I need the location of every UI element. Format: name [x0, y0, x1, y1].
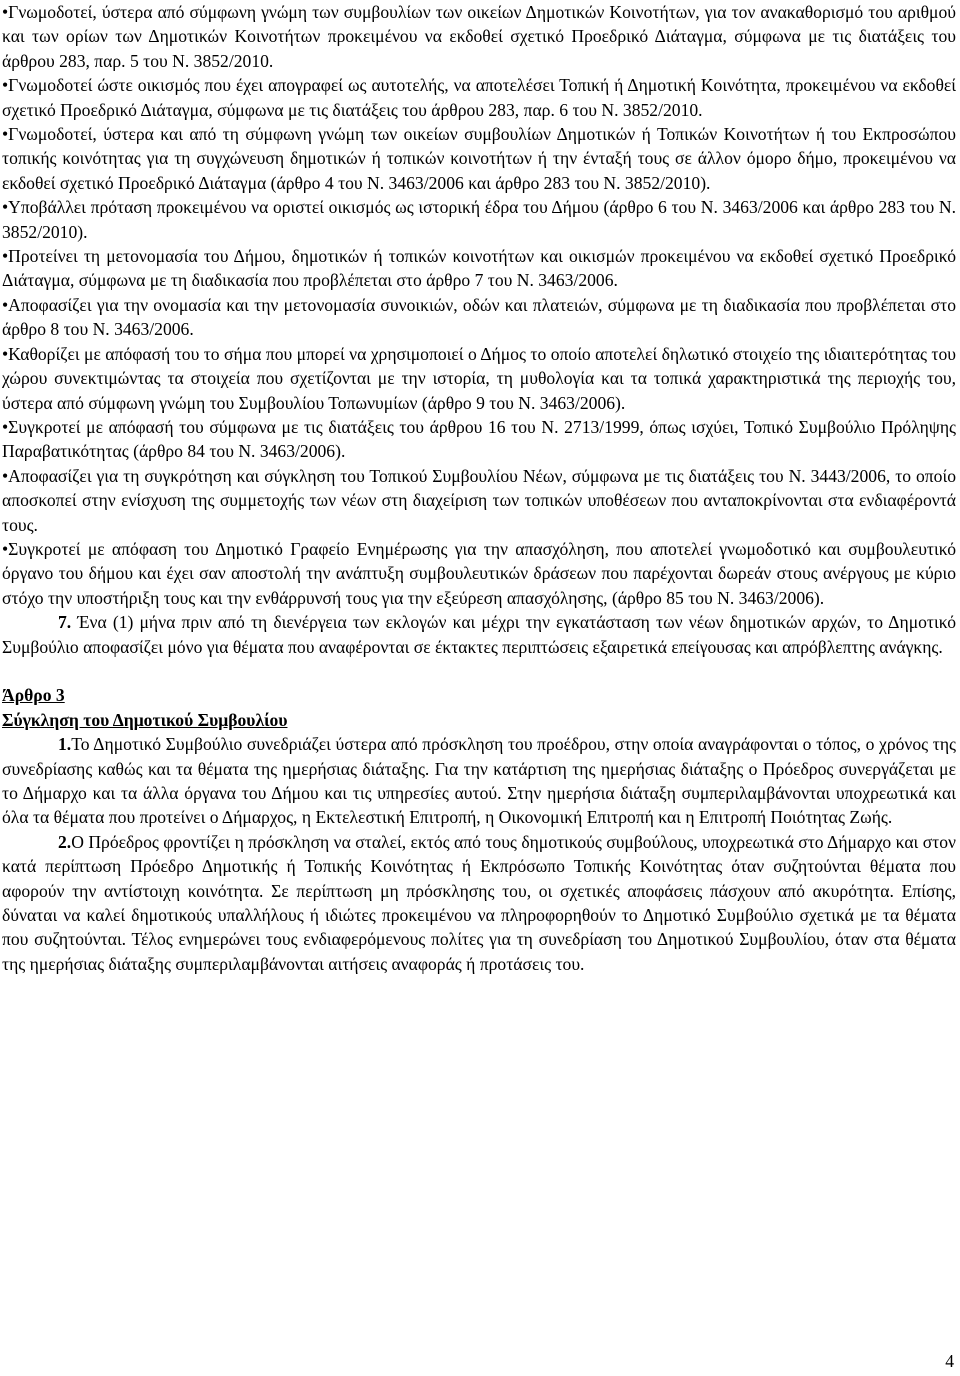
document-page [2, 0, 956, 976]
bullet-item: • Συγκροτεί με απόφασή του σύμφωνα με τις διατάξεις του άρθρου 16 του Ν. 2713/1999, όπως ισχύει, Τοπικό Συμβούλιο Πρόληψης Παραβατικότητας (άρθρο 84 του Ν. 3463/2006). [2, 415, 956, 464]
spacer [2, 659, 956, 683]
bullet-item: • Υποβάλλει πρόταση προκειμένου να οριστεί οικισμός ως ιστορική έδρα του Δήμου (άρθρο 6 του Ν. 3463/2006 και άρθρο 283 του Ν. 3852/2010). [2, 195, 956, 244]
paragraph-text: Το Δημοτικό Συμβούλιο συνεδριάζει ύστερα από πρόσκληση του προέδρου, στην οποία αναγράφονται ο τόπος, ο χρόνος της συνεδρίασης καθώς και τα θέματα της ημερήσιας διάταξης. Για την κατάρτιση της ημερήσιας διάταξης ο Πρόεδρος συνεργάζεται με το Δήμαρχο και τα άλλα όργανα του Δήμου και τις υπηρεσίες αυτού. Στην ημερήσια διάταξη συμπεριλαμβάνονται υποχρεωτικά και όλα τα θέματα που προτείνει ο Δήμαρχος, η Εκτελεστική Επιτροπή, η Οικονομική Επιτροπή και η Επιτροπή Ποιότητας Ζωής. [2, 734, 956, 828]
bullet-item: • Προτείνει τη μετονομασία του Δήμου, δημοτικών ή τοπικών κοινοτήτων και οικισμών προκειμένου να εκδοθεί σχετικό Προεδρικό Διάταγμα, σύμφωνα με τη διαδικασία που προβλέπεται στο άρθρο 7 του Ν. 3463/2006. [2, 244, 956, 293]
paragraph-text: Ένα (1) μήνα πριν από τη διενέργεια των εκλογών και μέχρι την εγκατάσταση των νέων δημοτικών αρχών, το Δημοτικό Συμβούλιο αποφασίζει μόνο για θέματα που αναφέρονται σε έκτακτες περιπτώσεις εξαιρετικά επείγουσας και απρόβλεπτης ανάγκης. [2, 612, 956, 657]
bullet-item: • Καθορίζει με απόφασή του το σήμα που μπορεί να χρησιμοποιεί ο Δήμος το οποίο αποτελεί δηλωτικό στοιχείο της ιδιαιτερότητας του χώρου συνεκτιμώντας τα στοιχεία που σχετίζονται με την ιστορία, τη μυθολογία και τα τοπικά χαρακτηριστικά της περιοχής του, ύστερα από σύμφωνη γνώμη του Συμβουλίου Τοπωνυμίων (άρθρο 9 του Ν. 3463/2006). [2, 342, 956, 415]
numbered-paragraph-1 [2, 732, 956, 830]
paragraph-number: 2. [58, 831, 72, 852]
bullet-item: • Αποφασίζει για την ονομασία και την μετονομασία συνοικιών, οδών και πλατειών, σύμφωνα με τη διαδικασία που προβλέπεται στο άρθρο 8 του Ν. 3463/2006. [2, 293, 956, 342]
bullet-item: • Αποφασίζει για τη συγκρότηση και σύγκληση του Τοπικού Συμβουλίου Νέων, σύμφωνα με τις διατάξεις του Ν. 3443/2006, το οποίο αποσκοπεί στην ενίσχυση της συμμετοχής των νέων στη διαχείριση των τοπικών υποθέσεων που ανταποκρίνονται στα ενδιαφέροντά τους. [2, 464, 956, 537]
article-title: Άρθρο 3 [2, 685, 65, 706]
bullet-item: • Γνωμοδοτεί, ύστερα και από τη σύμφωνη γνώμη των οικείων συμβουλίων Δημοτικών ή Τοπικών Κοινοτήτων ή του Εκπροσώπου τοπικής κοινότητας για τη συγχώνευση δημοτικών ή τοπικών κοινοτήτων ή την ένταξή τους σε άλλον όμορο δήμο, προκειμένου να εκδοθεί σχετικό Προεδρικό Διάταγμα (άρθρο 4 του Ν. 3463/2006 και άρθρο 283 του Ν. 3852/2010). [2, 122, 956, 195]
bullet-item: • Γνωμοδοτεί, ύστερα από σύμφωνη γνώμη των συμβουλίων των οικείων Δημοτικών Κοινοτήτων, για τον ανακαθορισμό του αριθμού και των ορίων των Δημοτικών Κοινοτήτων προκειμένου να εκδοθεί σχετικό Προεδρικό Διάταγμα, σύμφωνα με τις διατάξεις του άρθρου 283, παρ. 5 του Ν. 3852/2010. [2, 0, 956, 73]
numbered-paragraph-7 [2, 610, 956, 659]
paragraph-text: Ο Πρόεδρος φροντίζει η πρόσκληση να σταλεί, εκτός από τους δημοτικούς συμβούλους, υποχρεωτικά στο Δήμαρχο και στον κατά περίπτωση Πρόεδρο Δημοτικής ή Τοπικής Κοινότητας ή Εκπρόσωπο Τοπικής Κοινότητας όταν συζητούνται θέματα που αφορούν την αντίστοιχη κοινότητα. Σε περίπτωση μη πρόσκλησης του, οι σχετικές αποφάσεις πάσχουν από ακυρότητα. Επίσης, δύναται να καλεί δημοτικούς υπαλλήλους ή ιδιώτες προκειμένου να πληροφορηθούν το Δημοτικό Συμβούλιο σχετικά με τα θέματα που συζητούνται. Τέλος ενημερώνει τους ενδιαφερόμενους πολίτες για τη συνεδρίαση του Δημοτικού Συμβουλίου, όταν στα θέματα της ημερήσιας διάταξης συμπεριλαμβάνονται αιτήσεις αναφοράς ή προτάσεις του. [2, 831, 956, 974]
paragraph-number: 1. [58, 734, 72, 755]
paragraph-number: 7. [58, 612, 72, 633]
page-number: 4 [945, 1351, 954, 1371]
numbered-paragraph-2 [2, 830, 956, 976]
bullet-item: • Γνωμοδοτεί ώστε οικισμός που έχει απογραφεί ως αυτοτελής, να αποτελέσει Τοπική ή Δημοτική Κοινότητα, προκειμένου να εκδοθεί σχετικό Προεδρικό Διάταγμα, σύμφωνα με τις διατάξεις του άρθρου 283, παρ. 6 του Ν. 3852/2010. [2, 73, 956, 122]
article-subtitle: Σύγκληση του Δημοτικού Συμβουλίου [2, 709, 288, 730]
bullet-item: • Συγκροτεί με απόφαση του Δημοτικό Γραφείο Ενημέρωσης για την απασχόληση, που αποτελεί γνωμοδοτικό και συμβουλευτικό όργανο του δήμου και έχει σαν αποστολή την ανάπτυξη συμβουλευτικών δράσεων που παρέχονται δωρεάν στους ανέργους με κύριο στόχο την υποστήριξη τους και την ενθάρρυνσή τους για την εξεύρεση απασχόλησης, (άρθρο 85 του Ν. 3463/2006). [2, 537, 956, 610]
